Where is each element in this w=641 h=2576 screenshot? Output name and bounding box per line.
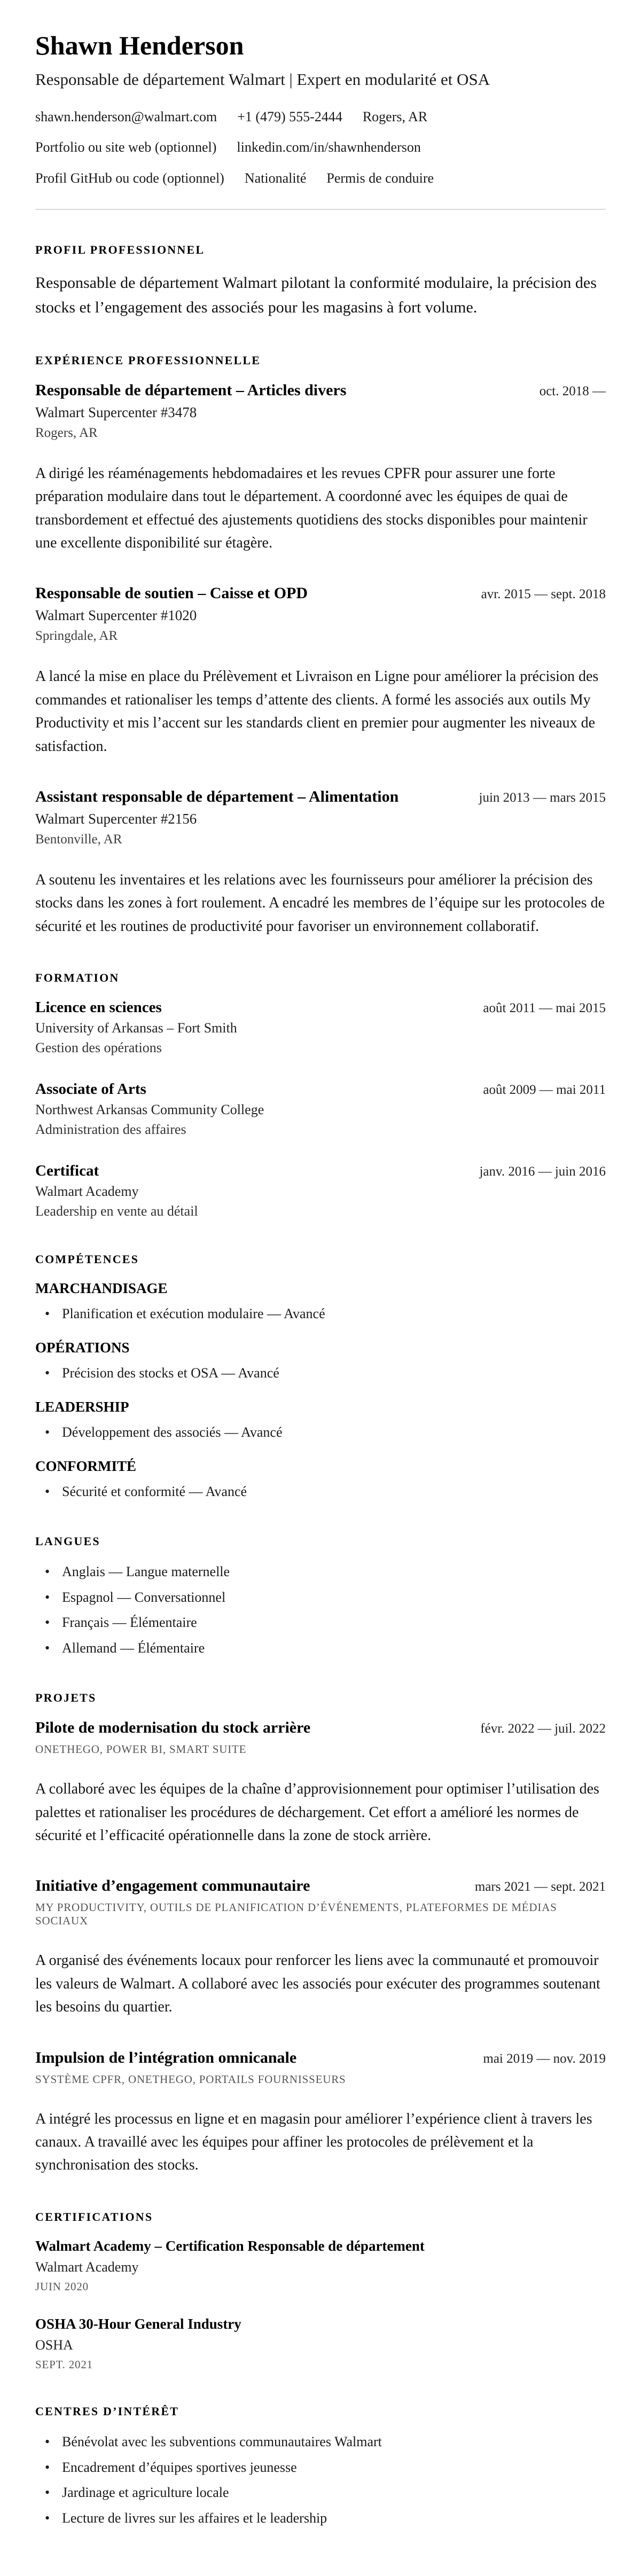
interest-item: • Lecture de livres sur les affaires et le leadership bbox=[35, 2509, 606, 2528]
project-item bbox=[35, 1719, 606, 1847]
education-item bbox=[35, 999, 606, 1056]
candidate-tagline: Responsable de département Walmart | Expert en modularité et OSA bbox=[35, 70, 490, 89]
education-title-row bbox=[35, 1162, 606, 1180]
degree-name: Licence en sciences bbox=[35, 999, 162, 1016]
contact-nationality: Nationalité bbox=[244, 170, 307, 186]
interest-item: • Bénévolat avec les subventions communautaires Walmart bbox=[35, 2432, 606, 2452]
contact-row-1 bbox=[35, 108, 606, 125]
skill-list bbox=[35, 1304, 606, 1324]
contact-location: Rogers, AR bbox=[362, 109, 428, 125]
job-title: Responsable de département – Articles divers bbox=[35, 381, 347, 399]
section-heading-languages: LANGUES bbox=[35, 1534, 100, 1548]
experience-item bbox=[35, 788, 606, 938]
job-company: Walmart Supercenter #1020 bbox=[35, 607, 197, 624]
certification-issuer: Walmart Academy bbox=[35, 2259, 139, 2275]
language-item: • Espagnol — Conversationnel bbox=[35, 1588, 606, 1607]
experience-item bbox=[35, 381, 606, 555]
section-experience bbox=[35, 354, 606, 938]
project-title: Initiative d’engagement communautaire bbox=[35, 1877, 310, 1895]
job-description: A dirigé les réaménagements hebdomadaires et les revues CPFR pour assurer une forte préparation modulaire dans tout le département. A coordonné avec les équipes de quai de transbordement et effectué des ajustements quotidiens des stocks disponibles pour maintenir une excellente disponibilité sur étagère. bbox=[35, 465, 588, 552]
certification-item bbox=[35, 2316, 606, 2371]
section-projects bbox=[35, 1691, 606, 2177]
project-description: A collaboré avec les équipes de la chaîne d’approvisionnement pour optimiser l’utilisation des palettes et rationaliser les procédures de déchargement. Cet effort a amélioré les normes de sécurité et l’efficacité opérationnelle dans la zone de stock arrière. bbox=[35, 1781, 599, 1844]
section-certifications bbox=[35, 2210, 606, 2371]
section-heading-projects: PROJETS bbox=[35, 1691, 97, 1705]
job-location: Rogers, AR bbox=[35, 425, 98, 440]
job-location: Springdale, AR bbox=[35, 629, 118, 644]
project-tools: SYSTÈME CPFR, ONETHEGO, PORTAILS FOURNISSEURS bbox=[35, 2072, 346, 2086]
language-list bbox=[35, 1562, 606, 1658]
profile-summary: Responsable de département Walmart pilotant la conformité modulaire, la précision des stocks et l’engagement des associés pour les magasins à fort volume. bbox=[35, 273, 597, 317]
skill-item: • Précision des stocks et OSA — Avancé bbox=[35, 1364, 606, 1383]
section-heading-profile: PROFIL PROFESSIONNEL bbox=[35, 242, 205, 256]
interest-list bbox=[35, 2432, 606, 2528]
contact-phone: +1 (479) 555-2444 bbox=[237, 109, 342, 125]
skill-group-name: OPÉRATIONS bbox=[35, 1340, 130, 1356]
skill-group-name: MARCHANDISAGE bbox=[35, 1280, 168, 1297]
degree-name: Associate of Arts bbox=[35, 1080, 146, 1098]
certification-name: Walmart Academy – Certification Responsable de département bbox=[35, 2237, 425, 2254]
section-profile bbox=[35, 243, 606, 320]
job-dates: avr. 2015 — sept. 2018 bbox=[481, 587, 606, 602]
skill-group-name: LEADERSHIP bbox=[35, 1398, 129, 1415]
job-title: Assistant responsable de département – Alimentation bbox=[35, 787, 399, 805]
school-name: Northwest Arkansas Community College bbox=[35, 1102, 264, 1118]
certification-date: SEPT. 2021 bbox=[35, 2358, 93, 2371]
language-item: • Français — Élémentaire bbox=[35, 1613, 606, 1632]
job-description: A lancé la mise en place du Prélèvement et Livraison en Ligne pour améliorer la précision des commandes et rationaliser les temps d’attente des clients. A formé les associés aux outils My Productivity et mis l’accent sur les standards client en premier pour augmenter les niveaux de satisfaction. bbox=[35, 668, 599, 755]
project-description: A organisé des événements locaux pour renforcer les liens avec la communauté et promouvoir les valeurs de Walmart. A collaboré avec les associés pour exécuter des programmes soutenant les besoins du quartier. bbox=[35, 1952, 600, 2016]
experience-title-row bbox=[35, 788, 606, 806]
project-title-row bbox=[35, 2049, 606, 2067]
project-title: Impulsion de l’intégration omnicanale bbox=[35, 2048, 297, 2066]
section-heading-education: FORMATION bbox=[35, 971, 120, 985]
education-title-row bbox=[35, 999, 606, 1016]
skill-item: • Développement des associés — Avancé bbox=[35, 1423, 606, 1442]
interest-item: • Encadrement d’équipes sportives jeunesse bbox=[35, 2458, 606, 2477]
school-name: University of Arkansas – Fort Smith bbox=[35, 1020, 237, 1036]
job-location: Bentonville, AR bbox=[35, 832, 122, 847]
job-company: Walmart Supercenter #2156 bbox=[35, 810, 197, 827]
job-dates: oct. 2018 — bbox=[539, 383, 606, 398]
education-dates: janv. 2016 — juin 2016 bbox=[479, 1164, 606, 1179]
project-dates: mars 2021 — sept. 2021 bbox=[474, 1880, 606, 1894]
contact-github: Profil GitHub ou code (optionnel) bbox=[35, 170, 224, 186]
contact-row-3 bbox=[35, 170, 606, 186]
section-skills bbox=[35, 1252, 606, 1501]
skill-list bbox=[35, 1482, 606, 1501]
field-of-study: Gestion des opérations bbox=[35, 1040, 162, 1056]
experience-item bbox=[35, 584, 606, 758]
project-tools: MY PRODUCTIVITY, OUTILS DE PLANIFICATION D’ÉVÉNEMENTS, PLATEFORMES DE MÉDIAS SOCIAUX bbox=[35, 1901, 557, 1928]
contact-website: Portfolio ou site web (optionnel) bbox=[35, 139, 217, 155]
candidate-name: Shawn Henderson bbox=[35, 30, 244, 60]
section-heading-interests: CENTRES D’INTÉRÊT bbox=[35, 2404, 179, 2418]
education-title-row bbox=[35, 1080, 606, 1098]
skill-group bbox=[35, 1399, 606, 1442]
section-heading-certifications: CERTIFICATIONS bbox=[35, 2210, 153, 2223]
skill-group bbox=[35, 1340, 606, 1383]
education-dates: août 2011 — mai 2015 bbox=[483, 1001, 606, 1016]
section-languages bbox=[35, 1534, 606, 1658]
language-item: • Allemand — Élémentaire bbox=[35, 1639, 606, 1658]
project-description: A intégré les processus en ligne et en magasin pour améliorer l’expérience client à travers les canaux. A travaillé avec les équipes pour affiner les protocoles de prélèvement et la synchronisation des stocks. bbox=[35, 2110, 592, 2174]
project-dates: févr. 2022 — juil. 2022 bbox=[480, 1721, 606, 1736]
section-heading-skills: COMPÉTENCES bbox=[35, 1252, 139, 1266]
field-of-study: Administration des affaires bbox=[35, 1122, 186, 1138]
education-item bbox=[35, 1080, 606, 1138]
section-education bbox=[35, 971, 606, 1219]
skill-list bbox=[35, 1364, 606, 1383]
certification-name: OSHA 30-Hour General Industry bbox=[35, 2315, 241, 2332]
job-title: Responsable de soutien – Caisse et OPD bbox=[35, 584, 308, 602]
resume-header bbox=[35, 31, 606, 210]
school-name: Walmart Academy bbox=[35, 1184, 139, 1200]
certification-issuer: OSHA bbox=[35, 2337, 73, 2353]
education-dates: août 2009 — mai 2011 bbox=[483, 1083, 606, 1098]
project-title: Pilote de modernisation du stock arrière bbox=[35, 1719, 311, 1737]
degree-name: Certificat bbox=[35, 1162, 99, 1180]
job-dates: juin 2013 — mars 2015 bbox=[479, 790, 606, 805]
contact-row-2 bbox=[35, 139, 606, 155]
project-item bbox=[35, 2049, 606, 2177]
job-description: A soutenu les inventaires et les relations avec les fournisseurs pour améliorer la précision des stocks dans les zones à fort roulement. A encadré les membres de l’équipe sur les protocoles de sécurité et les routines de productivité pour favoriser un environnement collaboratif. bbox=[35, 871, 605, 935]
interest-item: • Jardinage et agriculture locale bbox=[35, 2483, 606, 2502]
language-item: • Anglais — Langue maternelle bbox=[35, 1562, 606, 1581]
project-tools: ONETHEGO, POWER BI, SMART SUITE bbox=[35, 1743, 247, 1756]
contact-linkedin: linkedin.com/in/shawnhenderson bbox=[237, 139, 421, 155]
skill-item: • Sécurité et conformité — Avancé bbox=[35, 1482, 606, 1501]
project-dates: mai 2019 — nov. 2019 bbox=[483, 2051, 606, 2066]
project-title-row bbox=[35, 1877, 606, 1895]
header-divider bbox=[35, 209, 606, 210]
section-heading-experience: EXPÉRIENCE PROFESSIONNELLE bbox=[35, 353, 261, 367]
experience-title-row bbox=[35, 381, 606, 400]
education-item bbox=[35, 1162, 606, 1219]
skill-group bbox=[35, 1280, 606, 1324]
contact-driving-license: Permis de conduire bbox=[326, 170, 434, 186]
contact-email: shawn.henderson@walmart.com bbox=[35, 109, 217, 125]
certification-item bbox=[35, 2238, 606, 2293]
job-company: Walmart Supercenter #3478 bbox=[35, 404, 197, 420]
skill-item: • Planification et exécution modulaire — Avancé bbox=[35, 1304, 606, 1324]
skill-list bbox=[35, 1423, 606, 1442]
field-of-study: Leadership en vente au détail bbox=[35, 1203, 198, 1219]
skill-group bbox=[35, 1458, 606, 1501]
project-item bbox=[35, 1877, 606, 2018]
experience-title-row bbox=[35, 584, 606, 602]
project-title-row bbox=[35, 1719, 606, 1737]
section-interests bbox=[35, 2405, 606, 2528]
skill-group-name: CONFORMITÉ bbox=[35, 1458, 136, 1474]
certification-date: JUIN 2020 bbox=[35, 2280, 89, 2293]
